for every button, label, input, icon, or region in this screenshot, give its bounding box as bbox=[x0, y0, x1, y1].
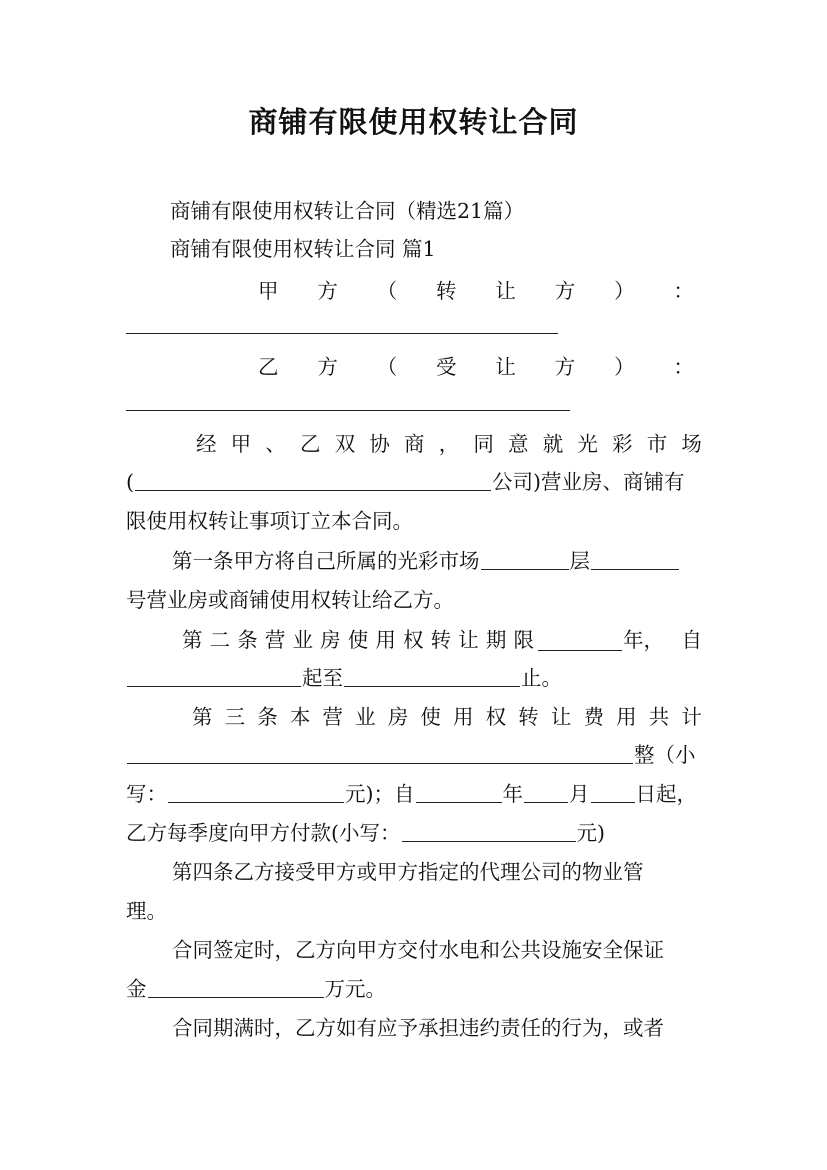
party-b-label bbox=[258, 352, 694, 382]
article-1-line-1: 第一条甲方将自己所属的光彩市场 层 bbox=[172, 546, 702, 576]
paragraph-1-char: 就 bbox=[542, 432, 564, 456]
article-2-char: 用 bbox=[375, 628, 396, 652]
article-3-char: 计 bbox=[681, 705, 702, 729]
paragraph-1-char: 乙 bbox=[300, 432, 321, 456]
article-3-char: 业 bbox=[355, 705, 376, 729]
party-b-blank bbox=[126, 410, 570, 411]
article-3-line-3: 写： 元)；自 年 月 日起， bbox=[126, 782, 697, 806]
article-3-char: 费 bbox=[583, 705, 604, 729]
article-2-line-2: 起至 止。 bbox=[126, 663, 702, 693]
party-b-char: 方 bbox=[554, 355, 576, 379]
party-b-char: ） bbox=[614, 355, 635, 379]
party-a-char: 方 bbox=[554, 279, 576, 303]
article-2-char: 房 bbox=[320, 628, 341, 652]
article-4-line-2: 理。 bbox=[126, 899, 167, 923]
paragraph-1-char: 场 bbox=[681, 432, 702, 456]
deposit-line-2: 金 万元。 bbox=[126, 977, 386, 1001]
party-a-char: （ bbox=[376, 279, 398, 303]
document-title: 商铺有限使用权转让合同 bbox=[248, 105, 579, 139]
article-2-char: 营 bbox=[264, 628, 286, 652]
section-heading: 商铺有限使用权转让合同 篇1 bbox=[170, 237, 436, 261]
article-3-char: 条 bbox=[257, 705, 278, 729]
party-b-char: （ bbox=[376, 355, 398, 379]
party-a-char: ） bbox=[614, 279, 635, 303]
party-b-char: 方 bbox=[317, 355, 338, 379]
year-blank bbox=[416, 782, 502, 803]
end-date-blank bbox=[344, 666, 520, 687]
quarterly-payment-blank bbox=[402, 821, 576, 842]
article-3-char: 让 bbox=[550, 705, 572, 729]
article-3-char: 本 bbox=[289, 705, 311, 729]
paragraph-1-line-2: ( 公司)营业房、商铺有 bbox=[126, 470, 685, 494]
article-2-char: 限 bbox=[513, 628, 534, 652]
term-years-blank bbox=[538, 630, 622, 651]
party-a-char: 甲 bbox=[258, 279, 279, 303]
paragraph-1-line-3: 限使用权转让事项订立本合同。 bbox=[126, 509, 413, 533]
party-a-char: 方 bbox=[317, 279, 338, 303]
party-a-blank bbox=[126, 333, 558, 334]
deposit-line-1: 合同签定时，乙方向甲方交付水电和公共设施安全保证 bbox=[172, 938, 664, 962]
market-company-blank bbox=[135, 470, 491, 491]
article-3-line-1 bbox=[192, 702, 702, 732]
paragraph-1-char: 市 bbox=[646, 432, 668, 456]
article-3-char: 营 bbox=[322, 705, 343, 729]
party-b-char: 让 bbox=[495, 355, 516, 379]
article-2-char: 业 bbox=[292, 628, 313, 652]
article-4-line-1: 第四条乙方接受甲方或甲方指定的代理公司的物业管 bbox=[172, 860, 644, 884]
article-1-line-2: 号营业房或商铺使用权转让给乙方。 bbox=[126, 588, 454, 612]
article-2-char: 第 bbox=[182, 628, 203, 652]
paragraph-1-char: 商 bbox=[404, 432, 425, 456]
article-3-char: 三 bbox=[224, 705, 246, 729]
party-a-char: ： bbox=[673, 279, 694, 303]
party-a-char: 让 bbox=[495, 279, 516, 303]
paragraph-1-char: 经 bbox=[196, 432, 217, 456]
paragraph-1-char: 意 bbox=[508, 432, 529, 456]
paragraph-1-char: 同 bbox=[473, 432, 494, 456]
article-3-char: 转 bbox=[518, 705, 539, 729]
article-2-char: 条 bbox=[237, 628, 258, 652]
floor-blank bbox=[481, 549, 569, 570]
paragraph-1-char: 彩 bbox=[612, 432, 633, 456]
paragraph-1-char: 双 bbox=[334, 432, 356, 456]
party-b-char: ： bbox=[673, 355, 694, 379]
month-blank bbox=[524, 782, 568, 803]
article-3-line-2: 整（小 bbox=[126, 740, 702, 770]
article-3-char: 共 bbox=[648, 705, 670, 729]
article-2-char: 让 bbox=[458, 628, 479, 652]
fee-small-blank bbox=[168, 782, 344, 803]
party-b-char: 乙 bbox=[258, 355, 279, 379]
article-2-line-1: 第 二 条 营 业 房 使 用 权 转 让 期 限 年， 自 bbox=[182, 625, 702, 655]
article-2-char: 转 bbox=[430, 628, 452, 652]
paragraph-1-char: 、 bbox=[265, 432, 286, 456]
start-date-blank bbox=[127, 666, 301, 687]
fee-amount-blank bbox=[127, 743, 633, 764]
article-3-char: 权 bbox=[485, 705, 507, 729]
article-3-char: 用 bbox=[453, 705, 474, 729]
paragraph-1-line-1 bbox=[196, 429, 702, 459]
subtitle: 商铺有限使用权转让合同（精选21篇） bbox=[170, 199, 525, 223]
paragraph-1-char: 甲 bbox=[230, 432, 252, 456]
article-3-char: 使 bbox=[420, 705, 441, 729]
article-2-char: 使 bbox=[347, 628, 369, 652]
deposit-amount-blank bbox=[148, 977, 324, 998]
article-2-char: 二 bbox=[209, 628, 231, 652]
article-2-char: 权 bbox=[403, 628, 424, 652]
party-a-label bbox=[258, 276, 694, 306]
paragraph-1-char: 光 bbox=[577, 432, 598, 456]
article-3-char: 房 bbox=[387, 705, 409, 729]
unit-blank bbox=[591, 549, 679, 570]
party-b-char: 受 bbox=[436, 355, 457, 379]
paragraph-1-char: 协 bbox=[369, 432, 390, 456]
article-2-char: 期 bbox=[485, 628, 507, 652]
article-3-char: 第 bbox=[192, 705, 213, 729]
paragraph-1-char: ， bbox=[438, 432, 460, 456]
party-a-char: 转 bbox=[436, 279, 457, 303]
day-blank bbox=[591, 782, 635, 803]
article-3-line-4: 乙方每季度向甲方付款(小写： 元) bbox=[126, 821, 605, 845]
expiry-line-1: 合同期满时，乙方如有应予承担违约责任的行为，或者 bbox=[172, 1016, 664, 1040]
article-3-char: 用 bbox=[616, 705, 637, 729]
